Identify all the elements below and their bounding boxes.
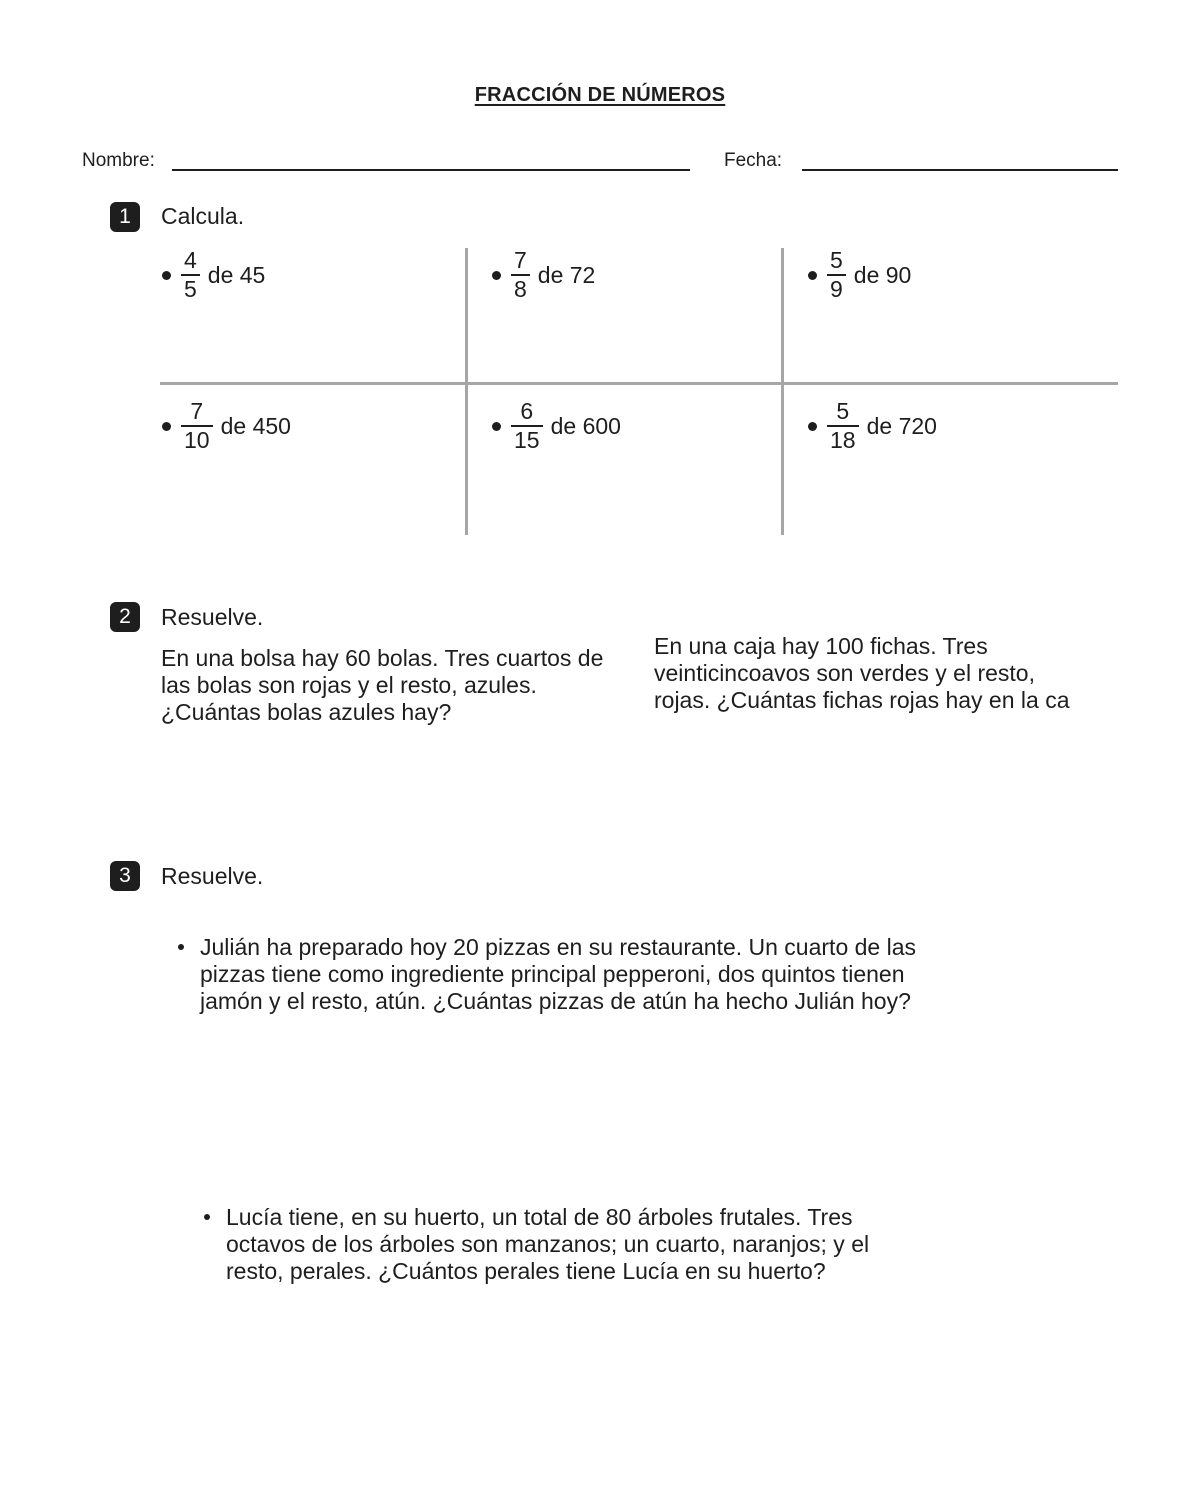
bullet-icon <box>178 944 184 950</box>
exercise-text: de 72 <box>537 261 596 288</box>
bullet-icon <box>808 422 817 431</box>
fraction-denominator: 5 <box>181 274 200 301</box>
section-2-badge: 2 <box>110 602 140 632</box>
fraction <box>181 400 213 452</box>
bullet-icon <box>492 422 501 431</box>
exercise-text: de 90 <box>853 261 912 288</box>
fraction-numerator: 7 <box>514 247 527 273</box>
exercise-item <box>492 249 595 301</box>
fraction-numerator: 4 <box>184 247 197 273</box>
name-field[interactable] <box>172 169 690 171</box>
fraction <box>181 249 200 301</box>
section-3-title: Resuelve. <box>161 863 264 889</box>
exercise-item <box>162 400 291 452</box>
exercise-item <box>808 249 911 301</box>
fraction <box>511 249 530 301</box>
fraction <box>511 400 543 452</box>
fraction-denominator: 8 <box>511 274 530 301</box>
bullet-icon <box>808 271 817 280</box>
fraction <box>827 400 859 452</box>
problem-text: Lucía tiene, en su huerto, un total de 80 árboles frutales. Tres octavos de los árboles son manzanos; un cuarto, naranjos; y el resto, perales. ¿Cuántos perales tiene Lucía en su huerto? <box>226 1204 870 1284</box>
bullet-icon <box>204 1214 210 1220</box>
fraction-denominator: 15 <box>511 425 543 452</box>
fraction-denominator: 10 <box>181 425 213 452</box>
fraction-denominator: 9 <box>827 274 846 301</box>
grid-divider-vertical-2 <box>781 248 784 535</box>
exercise-text: de 450 <box>220 412 291 439</box>
exercise-text: de 45 <box>207 261 266 288</box>
problem-text: Julián ha preparado hoy 20 pizzas en su restaurante. Un cuarto de las pizzas tiene como ingrediente principal pepperoni, dos quintos tienen jamón y el resto, atún. ¿Cuántas pizzas de atún ha hecho Julián hoy? <box>200 934 916 1014</box>
date-label: Fecha: <box>724 150 783 171</box>
exercise-item <box>492 400 621 452</box>
page-title: FRACCIÓN DE NÚMEROS <box>474 84 726 106</box>
grid-divider-horizontal <box>160 382 1118 385</box>
name-label: Nombre: <box>82 150 155 171</box>
exercise-text: de 720 <box>866 412 937 439</box>
section-1-title: Calcula. <box>161 203 245 229</box>
fraction-denominator: 18 <box>827 425 859 452</box>
fraction <box>827 249 846 301</box>
section-2-title: Resuelve. <box>161 604 264 630</box>
grid-divider-vertical-1 <box>465 248 468 535</box>
exercise-item <box>808 400 937 452</box>
fraction-numerator: 6 <box>520 398 534 424</box>
problem-text: En una caja hay 100 fichas. Tres veinticincoavos son verdes y el resto, rojas. ¿Cuántas fichas rojas hay en la ca <box>654 633 1070 713</box>
fraction-numerator: 5 <box>830 247 843 273</box>
date-field[interactable] <box>802 169 1118 171</box>
bullet-icon <box>162 271 171 280</box>
fraction-numerator: 7 <box>190 398 204 424</box>
section-3-badge: 3 <box>110 861 140 891</box>
fraction-numerator: 5 <box>836 398 850 424</box>
problem-text: En una bolsa hay 60 bolas. Tres cuartos de las bolas son rojas y el resto, azules. ¿Cuántas bolas azules hay? <box>161 645 604 725</box>
section-1-badge: 1 <box>110 202 140 232</box>
exercise-text: de 600 <box>550 412 621 439</box>
exercise-item <box>162 249 265 301</box>
bullet-icon <box>162 422 171 431</box>
bullet-icon <box>492 271 501 280</box>
